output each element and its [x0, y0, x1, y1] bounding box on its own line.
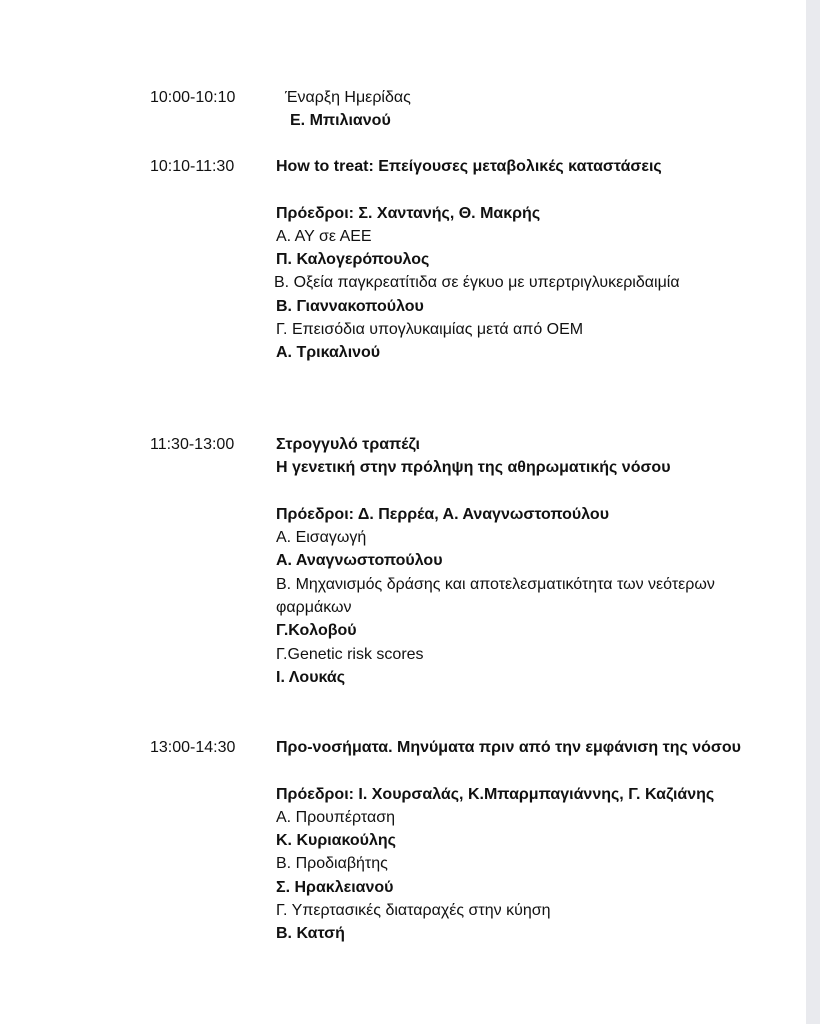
spacer	[276, 178, 786, 201]
talk-title: Β. Μηχανισμός δράσης και αποτελεσματικότητα των νεότερων	[276, 575, 715, 593]
speaker-name: Α. Αναγνωστοπούλου	[276, 552, 443, 570]
chairs-line: Πρόεδροι: Σ. Χαντανής, Θ. Μακρής	[276, 204, 541, 222]
spacer	[276, 759, 786, 782]
session-content	[276, 155, 786, 365]
talk-title: Γ. Υπερτασικές διαταραχές στην κύηση	[276, 902, 551, 920]
session-subtitle: Η γενετική στην πρόληψη της αθηρωματικής νόσου	[276, 459, 671, 477]
session-content	[276, 736, 786, 946]
talk-title: Β. Προδιαβήτης	[276, 855, 388, 873]
speaker-name: Β. Κατσή	[276, 925, 345, 943]
spacer	[276, 480, 786, 503]
session-title: How to treat: Επείγουσες μεταβολικές καταστάσεις	[276, 158, 662, 175]
talk-title-continued: φαρμάκων	[276, 599, 352, 617]
talk-title: Α. Προυπέρταση	[276, 808, 396, 826]
speaker-name: Σ. Ηρακλειανού	[276, 878, 394, 896]
session-time: 13:00-14:30	[150, 739, 236, 756]
session-time: 11:30-13:00	[150, 436, 235, 453]
speaker-name: Ι. Λουκάς	[276, 668, 346, 686]
session-title: Προ-νοσήματα. Μηνύματα πριν από την εμφάνιση της νόσου	[276, 739, 741, 756]
chairs-line: Πρόεδροι: Ι. Χουρσαλάς, Κ.Μπαρμπαγιάννης, Γ. Καζιάνης	[276, 785, 715, 803]
session-content	[276, 433, 786, 689]
speaker-name: Κ. Κυριακούλης	[276, 832, 396, 850]
session-content	[276, 86, 786, 133]
talk-title: Α. Εισαγωγή	[276, 529, 367, 547]
talk-title: Γ.Genetic risk scores	[276, 645, 424, 663]
speaker-name: Β. Γιαννακοπούλου	[276, 297, 424, 315]
session-time: 10:00-10:10	[150, 89, 236, 106]
speaker-name: Γ.Κολοβού	[276, 622, 357, 640]
talk-title: Γ. Επεισόδια υπογλυκαιμίας μετά από ΟΕΜ	[276, 321, 584, 339]
speaker-name: Π. Καλογερόπουλος	[276, 251, 430, 269]
speaker-name: Ε. Μπιλιανού	[290, 112, 391, 130]
speaker-name: Α. Τρικαλινού	[276, 344, 381, 362]
talk-title: Α. ΑΥ σε ΑΕΕ	[276, 227, 372, 245]
session-title: Στρογγυλό τραπέζι	[276, 436, 420, 453]
talk-title: Β. Οξεία παγκρεατίτιδα σε έγκυο με υπερτριγλυκεριδαιμία	[274, 274, 680, 292]
session-title: Έναρξη Ημερίδας	[285, 89, 411, 106]
session-time: 10:10-11:30	[150, 158, 235, 175]
chairs-line: Πρόεδροι: Δ. Περρέα, Α. Αναγνωστοπούλου	[276, 505, 610, 523]
